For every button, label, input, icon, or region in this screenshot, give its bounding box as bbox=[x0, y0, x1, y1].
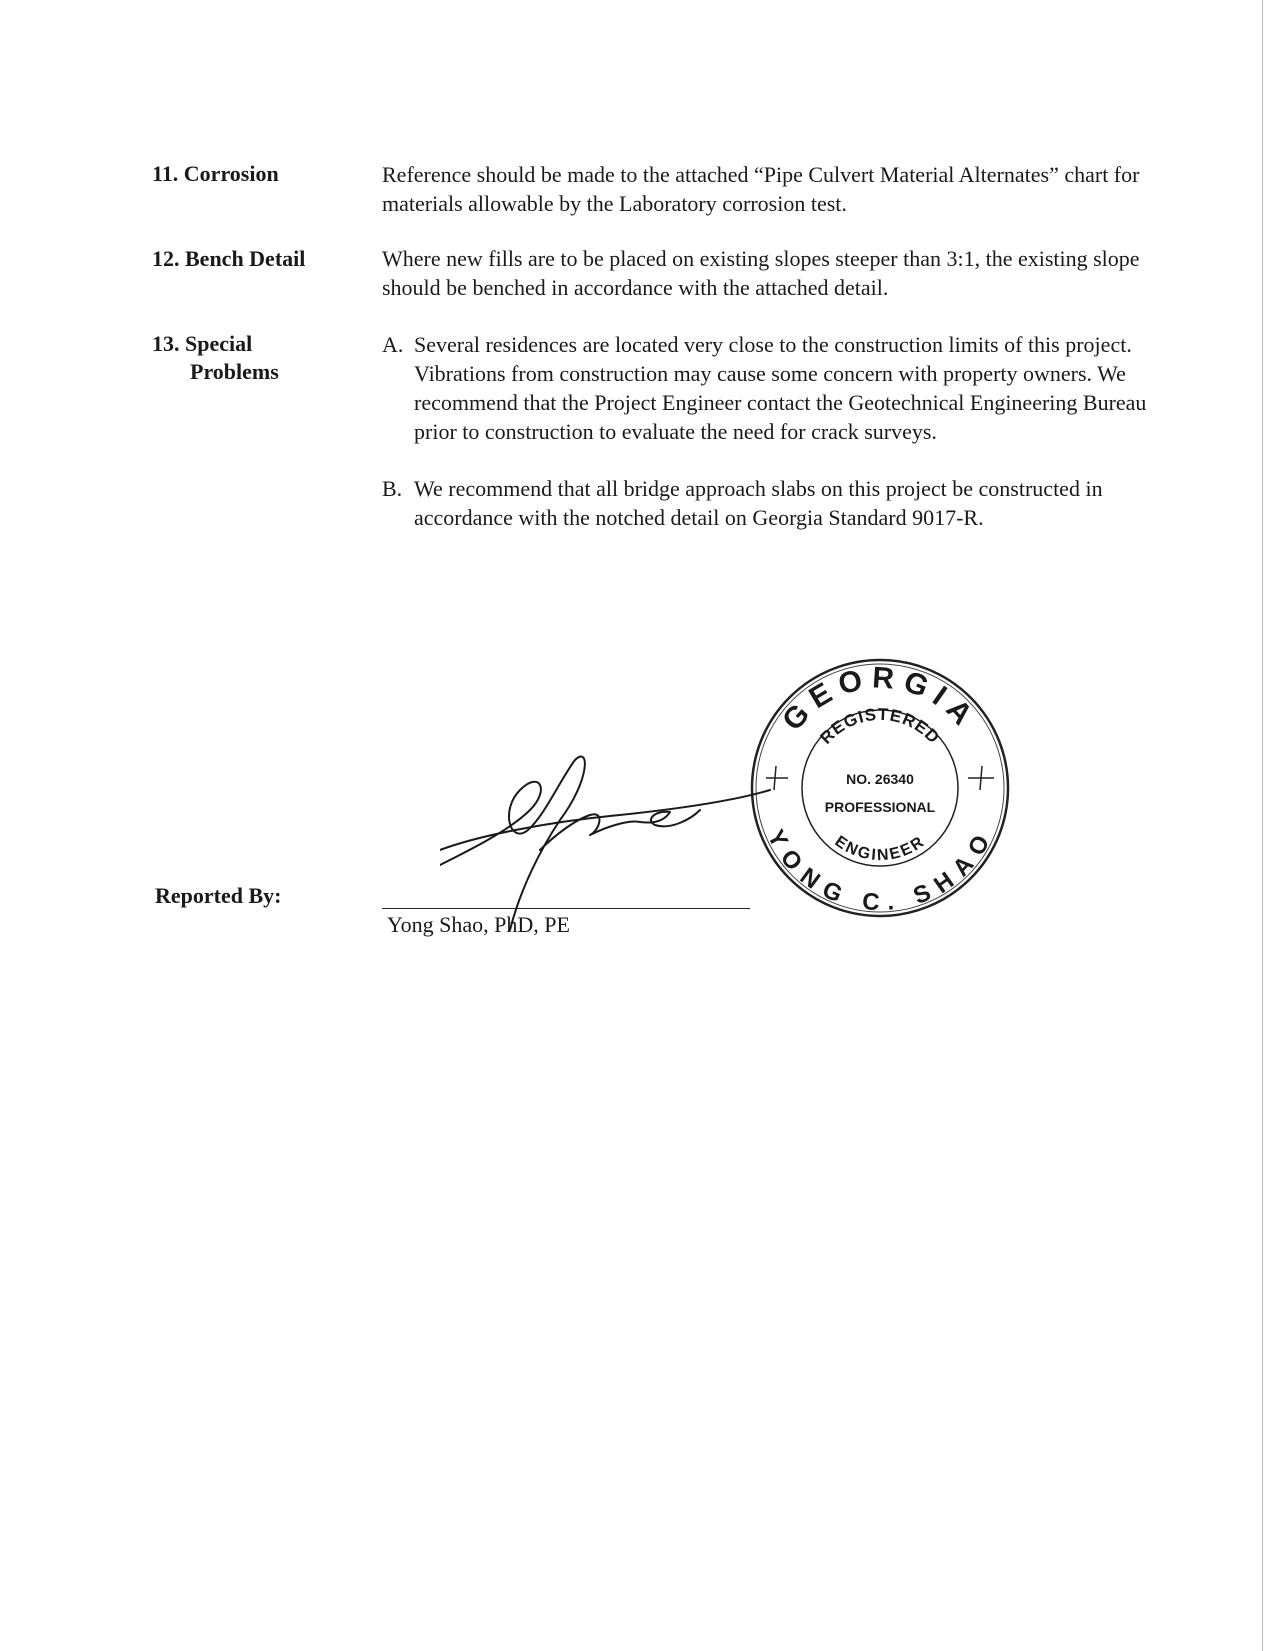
section-text: Reference should be made to the attached “Pipe Culvert Material Alternates” chart for materials allowable by the Laboratory corrosion test. bbox=[382, 162, 1140, 216]
seal-holder-text bbox=[762, 825, 998, 916]
section-items bbox=[382, 330, 1162, 532]
item-text: Several residences are located very close to the construction limits of this project. Vibrations from construction may cause some concern with property owners. We recommend that the Project Engineer contact the Geotechnical Engineering Bureau prior to construction to evaluate the need for crack surveys. bbox=[414, 332, 1147, 444]
seal-graphic bbox=[748, 656, 1012, 920]
signature-line bbox=[382, 908, 750, 909]
list-item bbox=[382, 330, 1162, 446]
list-item bbox=[382, 474, 1162, 532]
item-label: A. bbox=[382, 332, 404, 357]
page-edge-line bbox=[1262, 0, 1263, 1651]
section-text: Where new fills are to be placed on existing slopes steeper than 3:1, the existing slope should be benched in accordance with the attached detail. bbox=[382, 246, 1140, 300]
seal-engineer-text bbox=[832, 833, 929, 864]
signer-name: Yong Shao, PhD, PE bbox=[387, 912, 570, 937]
seal-registered-text bbox=[816, 705, 943, 748]
seal-engineer: ENGINEER bbox=[831, 832, 929, 865]
section-heading: 11. Corrosion bbox=[152, 161, 279, 186]
engineer-seal bbox=[748, 656, 1012, 920]
item-text: We recommend that all bridge approach slabs on this project be constructed in accordance with the notched detail on Georgia Standard 9017-R. bbox=[414, 476, 1103, 530]
seal-number: NO. 26340 bbox=[846, 771, 914, 787]
section-heading bbox=[152, 330, 279, 386]
item-label: B. bbox=[382, 476, 403, 501]
seal-professional: PROFESSIONAL bbox=[824, 799, 936, 815]
reported-by-label: Reported By: bbox=[155, 883, 282, 908]
seal-state: GEORGIA bbox=[776, 661, 984, 738]
section-heading: 12. Bench Detail bbox=[152, 246, 306, 271]
section-heading-line: Problems bbox=[190, 359, 279, 384]
section-heading-line: 13. Special bbox=[152, 331, 253, 356]
seal-holder: YONG C. SHAO bbox=[761, 825, 999, 917]
seal-state-text bbox=[776, 661, 984, 737]
seal-registered: REGISTERED bbox=[816, 704, 944, 748]
